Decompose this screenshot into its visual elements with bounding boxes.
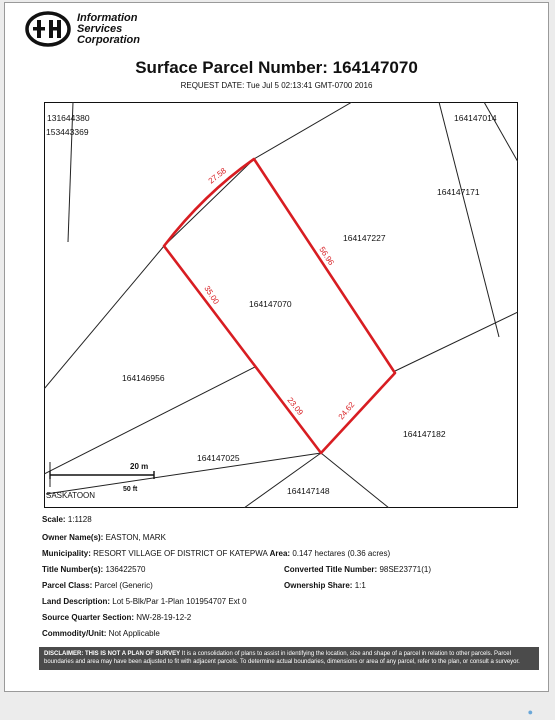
scale-row <box>42 515 92 524</box>
owner-value: EASTON, MARK <box>105 533 166 542</box>
scale-bar-feet: 50 ft <box>123 486 138 493</box>
ownership-share-label: Ownership Share: <box>284 581 353 590</box>
source-quarter-value: NW-28-19-12-2 <box>136 613 192 622</box>
location-pin-icon: ● <box>527 707 533 717</box>
parcel-label-164147171: 164147171 <box>437 187 480 197</box>
parcel-label-164147182: 164147182 <box>403 429 446 439</box>
page-title: Surface Parcel Number: 164147070 <box>135 58 418 77</box>
converted-title-row <box>284 565 431 574</box>
area-value: 0.147 hectares (0.36 acres) <box>292 549 391 558</box>
ownership-share-value: 1:1 <box>354 581 366 590</box>
org-line-2: Services <box>77 23 123 35</box>
parcel-label-164147070: 164147070 <box>249 299 292 309</box>
dim-right-label: 56.96 <box>317 245 336 267</box>
parcel-label-131644380: 131644380 <box>47 113 90 123</box>
commodity-label: Commodity/Unit: <box>42 629 107 638</box>
disclaimer-heading: DISCLAIMER: THIS IS NOT A PLAN OF SURVEY <box>44 651 181 657</box>
owner-label: Owner Name(s): <box>42 533 104 542</box>
commodity-row <box>42 629 160 638</box>
city-label: SASKATOON <box>46 491 96 500</box>
owner-row <box>42 533 166 542</box>
dim-left-label: 35.00 <box>202 284 221 306</box>
ownership-share-row <box>284 581 366 590</box>
municipality-label: Municipality: <box>42 549 91 558</box>
parcel-map <box>44 102 518 508</box>
area-label: Area: <box>269 549 291 558</box>
isc-logo-icon <box>25 11 71 47</box>
parcel-label-164146956: 164146956 <box>122 373 165 383</box>
parcel-class-label: Parcel Class: <box>42 581 93 590</box>
land-description-value: Lot 5-Blk/Par 1-Plan 101954707 Ext 0 <box>112 597 247 606</box>
dim-bottom-right-label: 24.62 <box>336 400 357 422</box>
organization-name <box>77 13 140 46</box>
parcel-label-164147148: 164147148 <box>287 486 330 496</box>
parcel-label-164147025: 164147025 <box>197 453 240 463</box>
parcel-label-153443369: 153443369 <box>46 127 89 137</box>
converted-title-value: 98SE23771(1) <box>379 565 432 574</box>
converted-title-label: Converted Title Number: <box>284 565 378 574</box>
land-description-label: Land Description: <box>42 597 111 606</box>
scale-value: 1:1128 <box>67 515 92 524</box>
scale-label: Scale: <box>42 515 66 524</box>
title-number-label: Title Number(s): <box>42 565 104 574</box>
org-line-3: Corporation <box>77 34 140 46</box>
parcel-label-164147227: 164147227 <box>343 233 386 243</box>
dim-top-label: 27.58 <box>206 166 229 186</box>
commodity-value: Not Applicable <box>108 629 160 638</box>
land-description-row <box>42 597 247 606</box>
municipality-row <box>42 549 390 558</box>
source-quarter-row <box>42 613 191 622</box>
dim-bottom-left-label: 23.09 <box>285 395 305 418</box>
title-number-row <box>42 565 145 574</box>
request-date: REQUEST DATE: Tue Jul 5 02:13:41 GMT-0700 2016 <box>180 81 373 90</box>
parcel-label-164147014: 164147014 <box>454 113 497 123</box>
parcel-report-sheet <box>4 2 549 692</box>
disclaimer-box <box>39 647 539 670</box>
org-line-1: Information <box>77 12 138 24</box>
title-number-value: 136422570 <box>105 565 146 574</box>
scale-bar-meters: 20 m <box>130 462 149 471</box>
parcel-class-row <box>42 581 153 590</box>
disclaimer-body: It is a consolidation of plans to assist in identifying the location, size and shape of a parcel in relation to other parcels. Parcel boundaries and area may have been adjusted to fit with adjacent parcels. To determine actual boundaries, dimensions or area of any parcel, refer to the plan, or consult a surveyor. <box>44 651 520 665</box>
parcel-class-value: Parcel (Generic) <box>94 581 153 590</box>
source-quarter-label: Source Quarter Section: <box>42 613 135 622</box>
municipality-value: RESORT VILLAGE OF DISTRICT OF KATEPWA <box>93 549 268 558</box>
